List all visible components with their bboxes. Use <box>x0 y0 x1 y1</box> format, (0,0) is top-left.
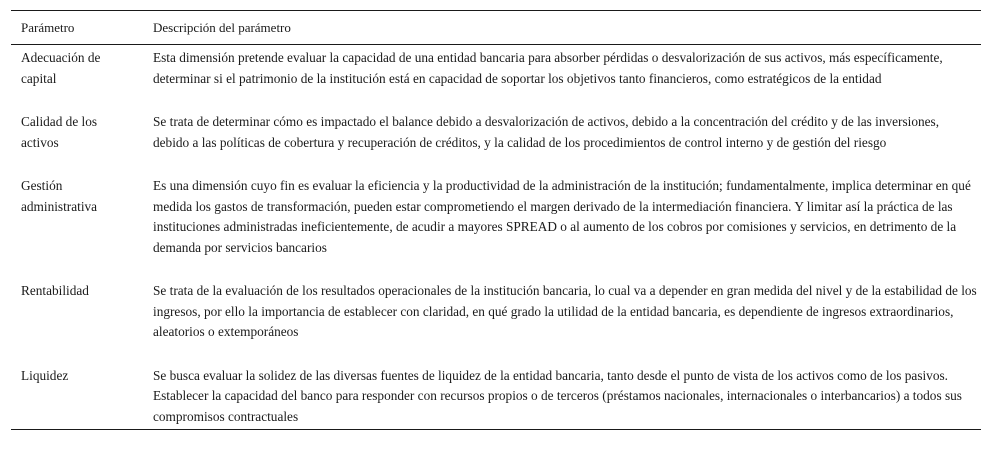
parameter-table <box>11 10 981 430</box>
description-cell: Se trata de la evaluación de los resultados operacionales de la institución bancaria, lo cual va a depender en gran medida del nivel y de la estabilidad de los ingresos, por ello la importancia de establecer con claridad, en qué grado la utilidad de la entidad bancaria, es dependiente de ingresos extraordinarios, aleatorios o extemporáneos <box>153 283 977 339</box>
description-cell: Es una dimensión cuyo fin es evaluar la eficiencia y la productividad de la administración de la institución; fundamentalmente, implica determinar en qué medida los gastos de transformación, pueden estar comprometiendo el margen derivado de la intermediación financiera. Y limitar así la práctica de las instituciones administradas ineficientemente, de acudir a mayores SPREAD o al aumento de los cobros por comisiones y servicios, en detrimento de la demanda por servicios bancarios <box>153 178 971 255</box>
table-row <box>11 277 981 362</box>
table-row <box>11 108 981 172</box>
table-row <box>11 362 981 430</box>
table-row <box>11 45 981 109</box>
description-cell: Se busca evaluar la solidez de las diversas fuentes de liquidez de la entidad bancaria, tanto desde el punto de vista de los activos como de los pasivos. Establecer la capacidad del banco para responder con recursos propios o de terceros (préstamos nacionales, internacionales o interbancarios) a todos sus compromisos contractuales <box>143 362 981 430</box>
parameter-table-container <box>11 10 981 430</box>
table-row <box>11 172 981 277</box>
parameter-cell: Calidad de los activos <box>21 114 98 150</box>
parameter-cell: Adecuación de capital <box>21 50 101 86</box>
description-cell: Esta dimensión pretende evaluar la capacidad de una entidad bancaria para absorber pérdidas o desvalorización de sus activos, más específicamente, determinar si el patrimonio de la institución está en capacidad de soportar los objetivos tanto financieros, como estratégicos de la entidad <box>153 50 943 86</box>
parameter-cell: Liquidez <box>11 362 143 430</box>
description-cell: Se trata de determinar cómo es impactado el balance debido a desvalorización de activos, debido a la concentración del crédito y de las inversiones, debido a las políticas de cobertura y recuperación de créditos, y la calidad de los procedimientos de control interno y de gestión del riesgo <box>153 114 940 150</box>
column-header-parameter: Parámetro <box>11 11 143 45</box>
parameter-cell: Rentabilidad <box>21 283 89 298</box>
table-body <box>11 45 981 430</box>
header-row <box>11 11 981 45</box>
column-header-description: Descripción del parámetro <box>143 11 981 45</box>
table-header <box>11 11 981 45</box>
parameter-cell: Gestión administrativa <box>21 178 98 214</box>
